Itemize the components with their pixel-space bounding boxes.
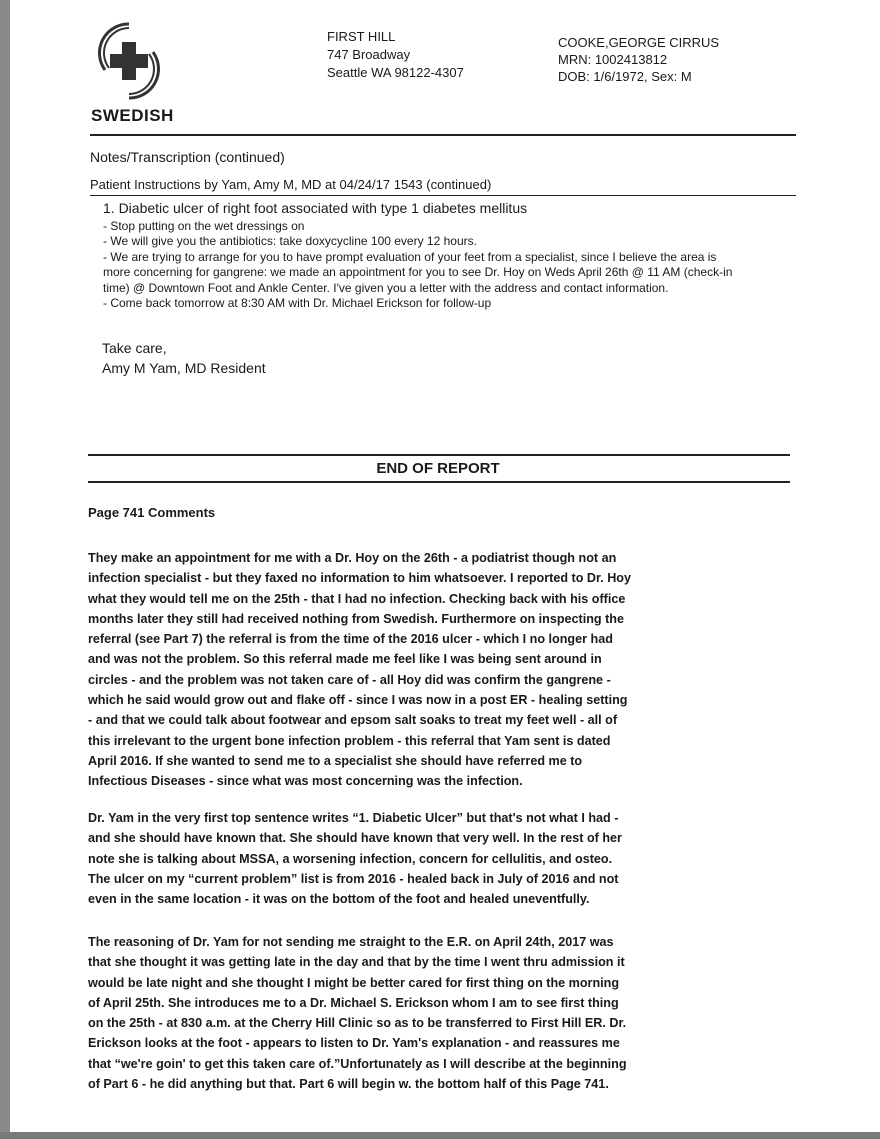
- scan-edge-bottom: [0, 1132, 880, 1139]
- instruction-line: - We are trying to arrange for you to have prompt evaluation of your feet from a specialist, since I believe the area is: [103, 249, 717, 264]
- facility-street: 747 Broadway: [327, 47, 411, 62]
- patient-info: [558, 34, 719, 85]
- comment-line: Erickson looks at the foot - appears to listen to Dr. Yam's explanation - and reassures me: [88, 1036, 620, 1051]
- logo-text: SWEDISH: [91, 106, 174, 125]
- header-divider: [90, 134, 796, 136]
- comments-title: Page 741 Comments: [88, 505, 216, 520]
- instruction-line: - Come back tomorrow at 8:30 AM with Dr. Michael Erickson for follow-up: [103, 296, 492, 310]
- comment-line: and was not the problem. So this referral made me feel like I was being sent around in: [88, 652, 602, 667]
- closing: Take care,: [102, 340, 167, 356]
- comment-line: The ulcer on my “current problem” list is from 2016 - healed back in July of 2016 and not: [88, 871, 619, 886]
- comment-line: The reasoning of Dr. Yam for not sending me straight to the E.R. on April 24th, 2017 was: [88, 935, 614, 949]
- instructions-divider: [90, 195, 796, 196]
- swedish-logo-icon: [94, 18, 164, 104]
- comment-line: infection specialist - but they faxed no information to him whatsoever. I reported to Dr. Hoy: [88, 571, 632, 586]
- comment-line: They make an appointment for me with a Dr. Hoy on the 26th - a podiatrist though not an: [88, 551, 617, 565]
- instructions-header: Patient Instructions by Yam, Amy M, MD at 04/24/17 1543 (continued): [90, 177, 492, 192]
- instructions-body: [103, 201, 803, 312]
- patient-name: COOKE,GEORGE CIRRUS: [558, 35, 720, 50]
- comment-paragraph: [88, 808, 622, 909]
- scan-edge-left: [0, 0, 10, 1139]
- comment-line: this irrelevant to the urgent bone infection problem - this referral that Yam sent is dated: [88, 733, 611, 748]
- comment-line: that “we're goin' to get this taken care of.”Unfortunately as I will describe at the beginning: [88, 1056, 627, 1071]
- facility-address: [327, 28, 464, 82]
- instruction-line: - Stop putting on the wet dressings on: [103, 218, 305, 233]
- comment-paragraph: [88, 548, 631, 792]
- comment-line: would be late night and she thought I might be better cared for first thing on the morning: [88, 975, 620, 990]
- comment-line: on the 25th - at 830 a.m. at the Cherry Hill Clinic so as to be transferred to First Hill ER. Dr.: [88, 1016, 627, 1031]
- signature-block: [102, 338, 266, 378]
- comment-line: Dr. Yam in the very first top sentence writes “1. Diabetic Ulcer” but that's not what I had -: [88, 811, 619, 825]
- comment-line: Infectious Diseases - since what was most concerning was the infection.: [88, 774, 523, 789]
- patient-mrn: MRN: 1002413812: [558, 52, 668, 67]
- facility-name: FIRST HILL: [327, 29, 396, 44]
- patient-dob: DOB: 1/6/1972, Sex: M: [558, 69, 692, 84]
- comment-line: of April 25th. She introduces me to a Dr. Michael S. Erickson whom I am to see first thing: [88, 995, 619, 1010]
- comment-line: - and that we could talk about footwear and epsom salt soaks to treat my feet well - all of: [88, 713, 618, 728]
- end-of-report: END OF REPORT: [376, 460, 500, 477]
- instruction-line: - We will give you the antibiotics: take doxycycline 100 every 12 hours.: [103, 234, 477, 248]
- end-report-rule-bottom: [88, 481, 790, 483]
- end-report-rule-top: [88, 454, 790, 456]
- comment-line: which he said would grow out and flake off - since I was now in a post ER - healing setting: [88, 693, 628, 708]
- comment-line: circles - and the problem was not taken care of - all Hoy did was confirm the gangrene -: [88, 672, 611, 687]
- comment-paragraph: [88, 932, 627, 1094]
- comment-line: what they would tell me on the 25th - that I had no infection. Checking back with his office: [88, 591, 626, 606]
- comment-line: that she thought it was getting late in the day and that by the time I went thru admission it: [88, 955, 625, 970]
- comment-line: even in the same location - it was on the bottom of the foot and healed uneventfully.: [88, 892, 590, 907]
- comment-line: of Part 6 - he did anything but that. Part 6 will begin w. the bottom half of this Page 741.: [88, 1077, 609, 1092]
- facility-city: Seattle WA 98122-4307: [327, 65, 464, 80]
- instruction-line: more concerning for gangrene: we made an appointment for you to see Dr. Hoy on Weds April 26th @ 11 AM (check-in: [103, 265, 733, 279]
- instruction-line: time) @ Downtown Foot and Ankle Center. I've given you a letter with the address and contact information.: [103, 280, 669, 295]
- comment-line: months later they still had received nothing from Swedish. Furthermore on inspecting the: [88, 611, 625, 626]
- comment-line: note she is talking about MSSA, a worsening infection, concern for cellulitis, and osteo.: [88, 851, 613, 866]
- notes-title: Notes/Transcription (continued): [90, 149, 285, 165]
- comment-line: referral (see Part 7) the referral is from the time of the 2016 ulcer - which I no longer had: [88, 632, 613, 647]
- comment-line: and she should have known that. She should have known that very well. In the rest of her: [88, 831, 622, 846]
- instruction-item-title: 1. Diabetic ulcer of right foot associated with type 1 diabetes mellitus: [103, 200, 528, 216]
- signature: Amy M Yam, MD Resident: [102, 360, 266, 376]
- comment-line: April 2016. If she wanted to send me to a specialist she should have referred me to: [88, 753, 583, 768]
